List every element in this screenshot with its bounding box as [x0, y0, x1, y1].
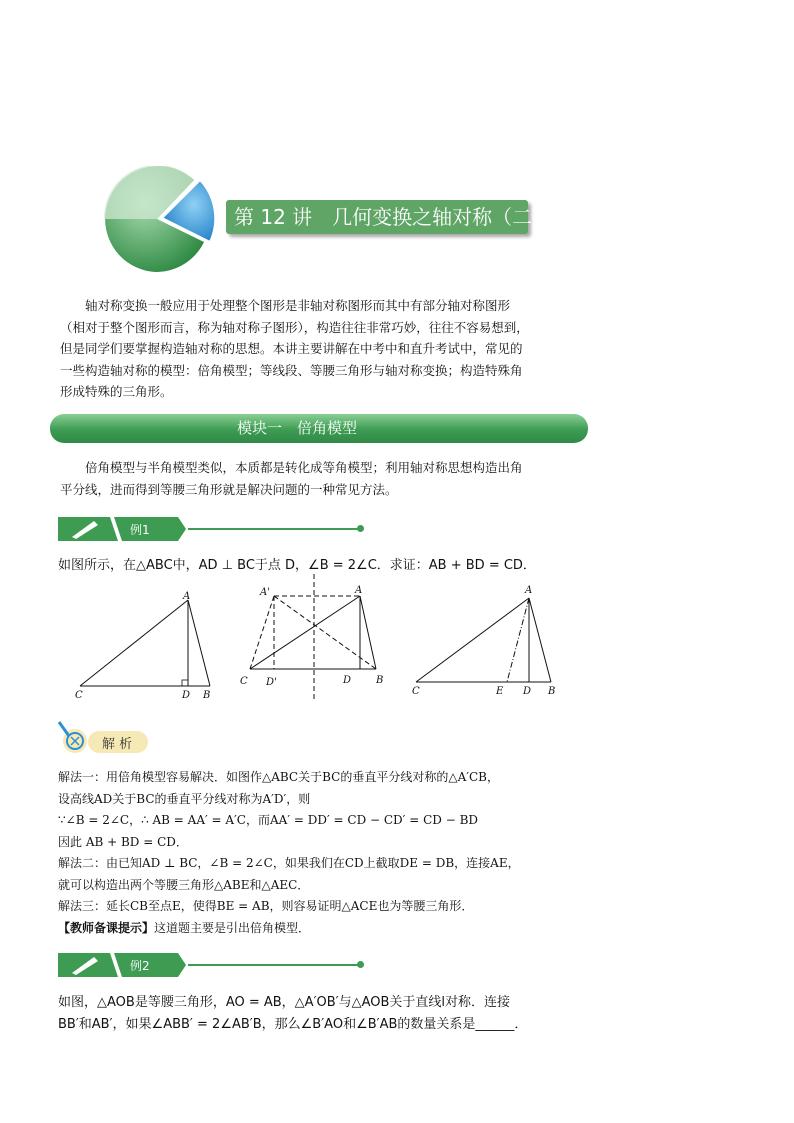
fig3-label-c: C [412, 686, 420, 697]
chapter-logo [104, 166, 220, 272]
fig3-label-a: A [525, 585, 533, 596]
fig1-label-d: D [182, 690, 191, 701]
fig2-line-ca [250, 596, 360, 669]
fig2-line-ab [360, 596, 376, 669]
solution-line: ∵∠B = 2∠C，∴ AB = AA′ = A′C，而AA′ = DD′ = CD − CD′ = CD − BD [58, 813, 479, 827]
example1-problem: 如图所示，在△ABC中，AD ⊥ BC于点 D，∠B = 2∠C．求证：AB + BD = CD． [58, 558, 536, 573]
fig1-side-ca [80, 600, 188, 686]
example2-label: 例2 [130, 959, 150, 973]
fig2-line-a1b [274, 596, 376, 669]
example2-dot [357, 961, 364, 968]
figure-1 [70, 590, 220, 702]
module-title: 模块一 倍角模型 [236, 419, 357, 437]
fig2-label-a1: A' [260, 587, 270, 598]
fig3-line-ab [529, 598, 551, 682]
example2-problem [58, 992, 527, 1036]
module-line: 倍角模型与半角模型类似，本质都是转化成等角模型；利用轴对称思想构造出角 [85, 460, 523, 475]
fig2-label-d: D [343, 675, 352, 686]
intro-line: （相对于整个图形而言，称为轴对称子图形），构造往往非常巧妙，往往不容易想到， [60, 319, 529, 335]
fig2-label-a: A [355, 585, 363, 596]
intro-line: 轴对称变换一般应用于处理整个图形是非轴对称图形而其中有部分轴对称图形 [85, 298, 511, 313]
example2-tag [58, 953, 188, 977]
fig1-label-a: A [183, 591, 191, 602]
fig2-label-d1: D' [266, 677, 277, 688]
solution-label: 解 析 [102, 737, 133, 752]
fig3-line-ae [507, 598, 529, 682]
fig3-label-e: E [496, 686, 504, 697]
module-header [50, 414, 588, 443]
fig3-label-b: B [548, 686, 556, 697]
example1-label: 例1 [130, 523, 150, 537]
solution-line: 因此 AB + BD = CD． [58, 834, 188, 849]
solution-line: 解法一：用倍角模型容易解决．如图作△ABC关于BC的垂直平分线对称的△A′CB， [58, 770, 499, 784]
fig2-label-b: B [376, 675, 384, 686]
figure-3 [408, 578, 563, 700]
solution-line: 设高线AD关于BC的垂直平分线对称为A′D′，则 [58, 791, 311, 806]
intro-line: 但是同学们要掌握构造轴对称的思想。本讲主要讲解在中考中和直升考试中，常见的 [60, 341, 523, 356]
example2-line2: BB′和AB′，如果∠ABB′ = 2∠AB′B，那么∠B′AO和∠B′AB的数量关系是______． [58, 1017, 528, 1032]
teacher-tip-text: 这道题主要是引出倍角模型． [154, 920, 311, 935]
example1-line [188, 528, 360, 530]
solution-line: 就可以构造出两个等腰三角形△ABE和△AEC． [58, 877, 310, 892]
example2-line [188, 964, 360, 966]
teacher-tip [58, 918, 520, 940]
chapter-title: 第 12 讲 几何变换之轴对称（二） [226, 200, 528, 234]
solution-line: 解法二：由已知AD ⊥ BC，∠B = 2∠C，如果我们在CD上截取DE = DB，连接AE， [58, 856, 520, 870]
fig1-label-c: C [75, 690, 83, 701]
fig3-label-d: D [523, 686, 532, 697]
intro-line: 一些构造轴对称的模型：倍角模型；等线段、等腰三角形与轴对称变换；构造特殊角 [60, 362, 523, 378]
fig3-line-ca [416, 598, 529, 682]
intro-line: 形成特殊的三角形。 [60, 384, 173, 399]
solution-body [58, 767, 520, 939]
example2-line1: 如图，△AOB是等腰三角形，AO = AB，△A′OB′与△AOB关于直线l对称．连接 [58, 995, 511, 1010]
module-paragraph [60, 457, 590, 500]
fig2-line-a1c [250, 596, 274, 669]
fig1-side-ab [188, 600, 210, 686]
teacher-tip-label: 【教师备课提示】 [58, 920, 155, 935]
fig2-label-c: C [240, 676, 248, 687]
example1-tag [58, 517, 188, 541]
module-line: 平分线，进而得到等腰三角形就是解决问题的一种常见方法。 [60, 481, 398, 497]
solution-line: 解法三：延长CB至点E，使得BE = AB，则容易证明△ACE也为等腰三角形． [58, 899, 474, 913]
intro-paragraph [60, 295, 590, 403]
fig1-label-b: B [203, 690, 211, 701]
figure-2 [236, 572, 391, 704]
example1-dot [357, 525, 364, 532]
